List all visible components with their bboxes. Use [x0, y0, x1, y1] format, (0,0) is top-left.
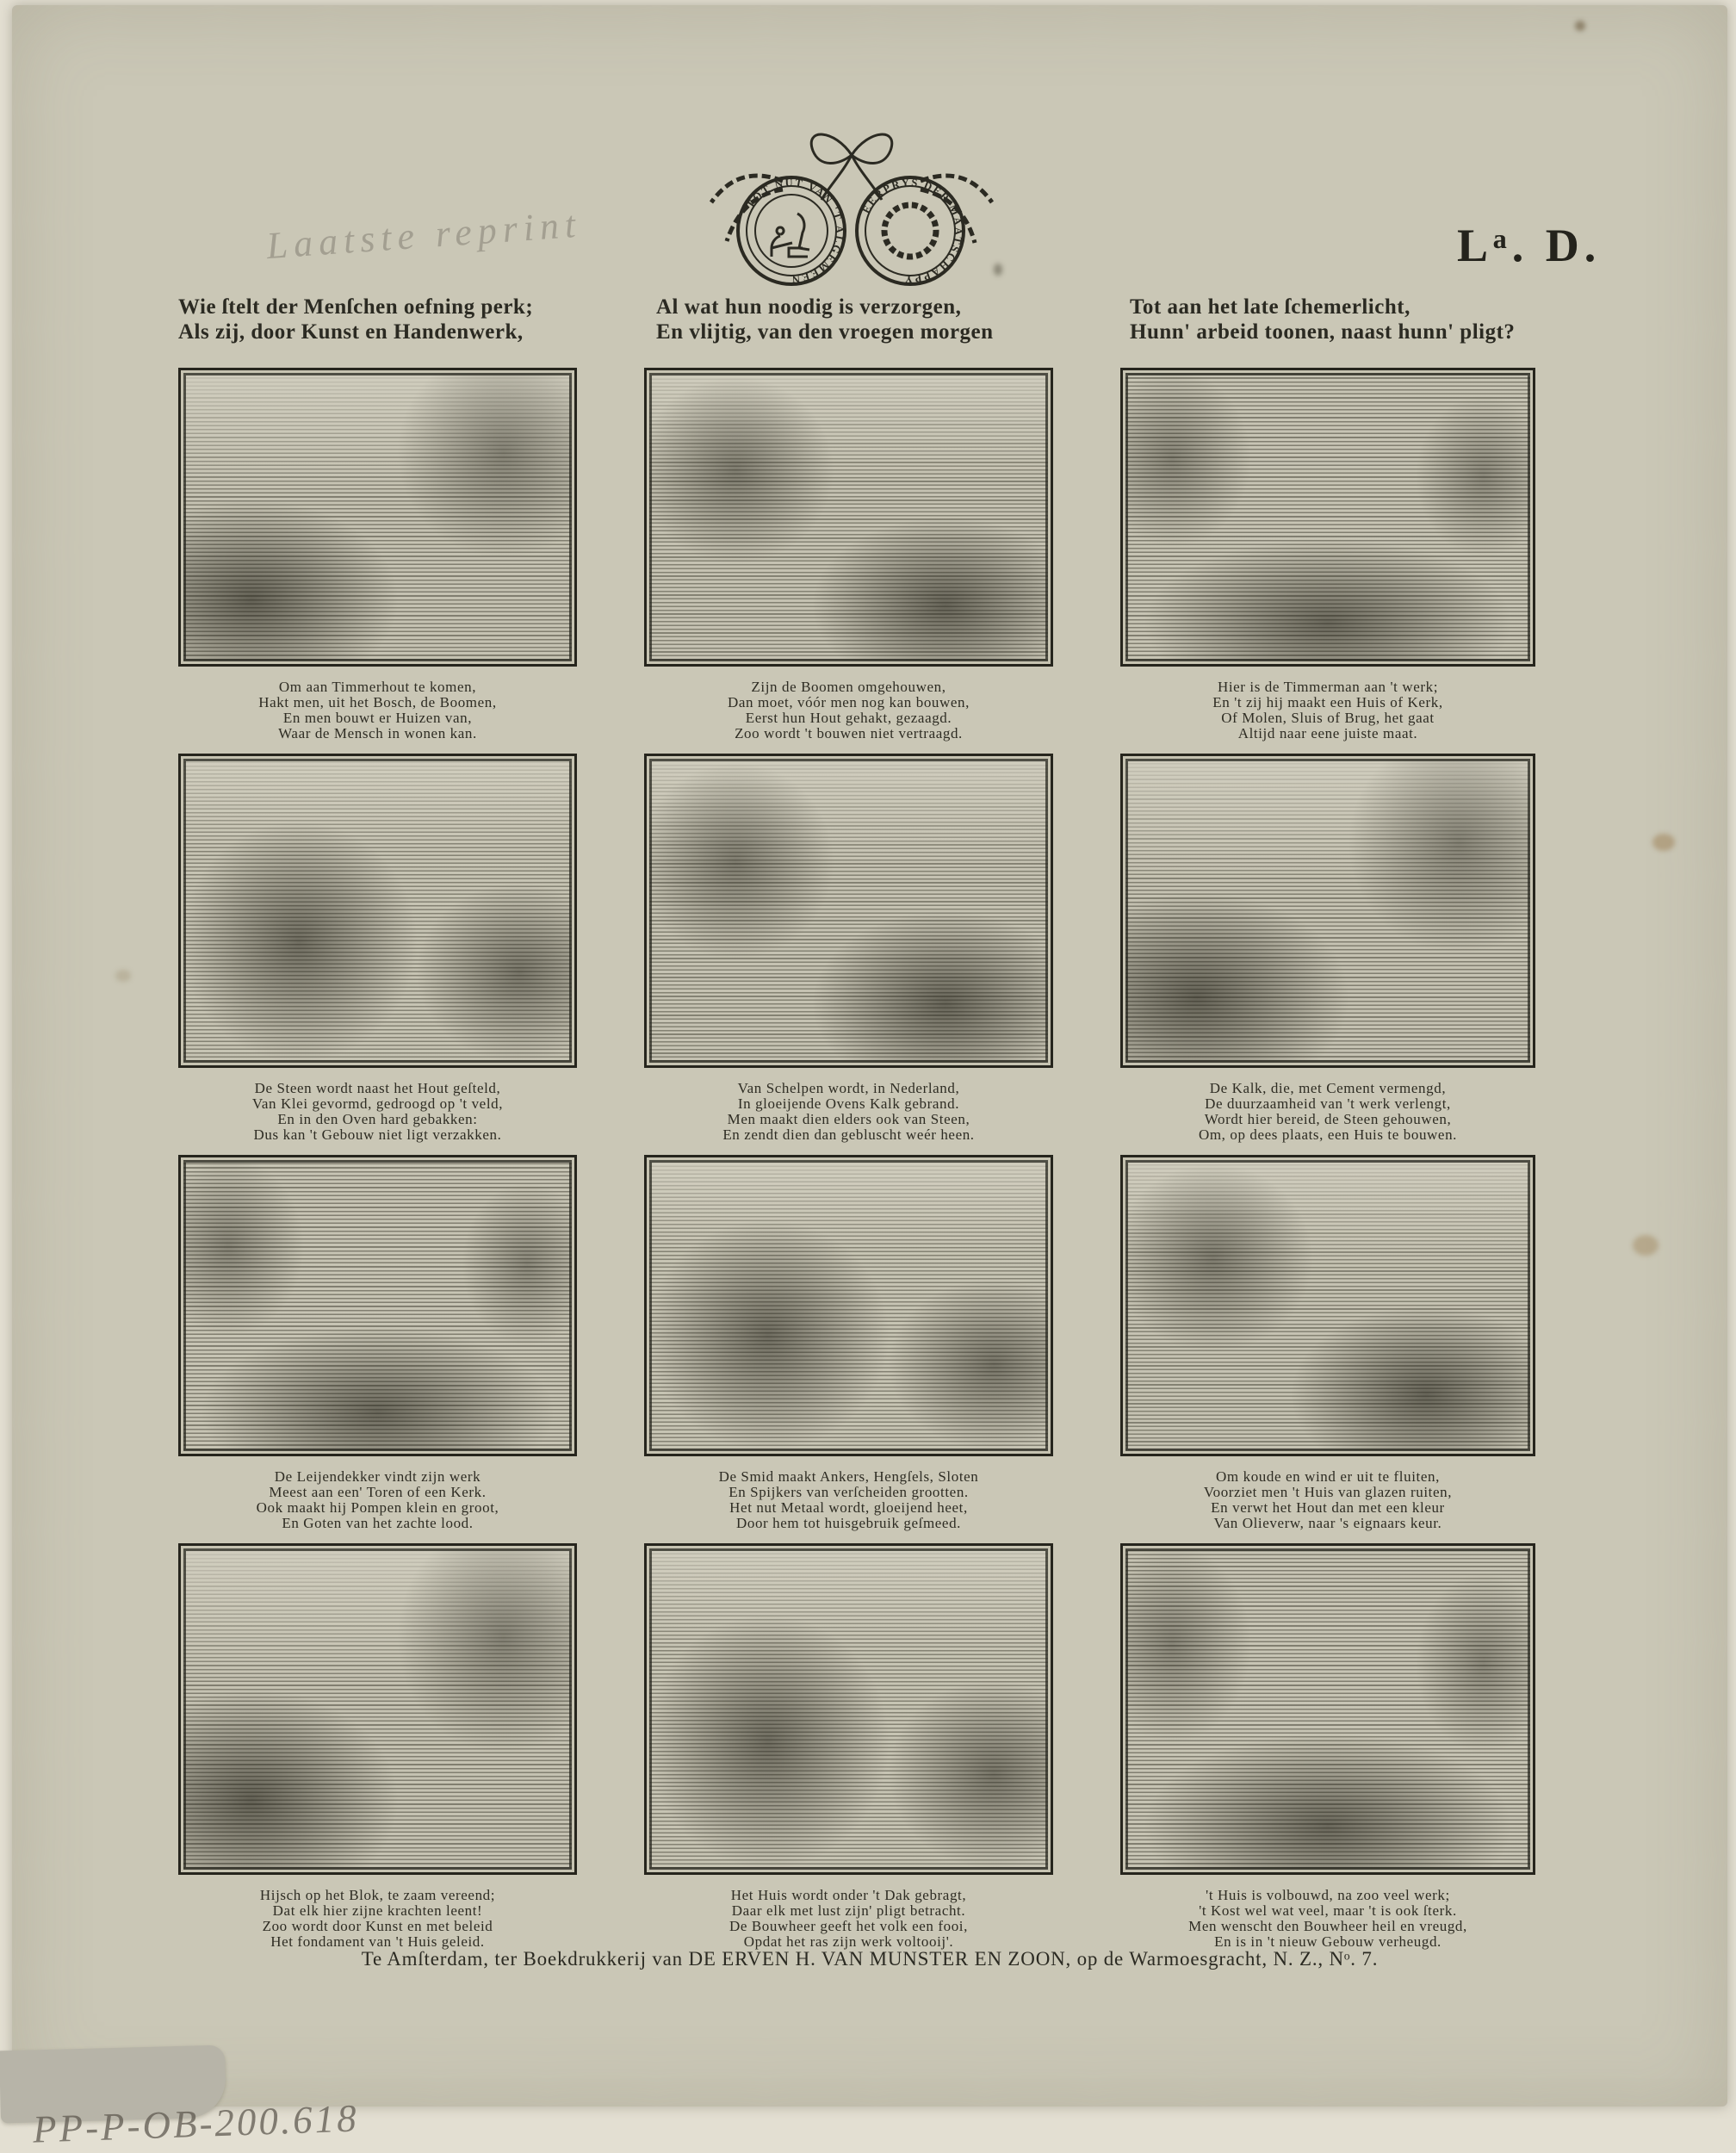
- caption-line: Om aan Timmerhout te komen,: [278, 679, 477, 695]
- printer-imprint: Te Amſterdam, ter Boekdrukkerij van DE ERVEN H. VAN MUNSTER EN ZOON, op de Warmoesgracht, N. Z., Nᵒ. 7.: [361, 1948, 1379, 1970]
- caption-line: Of Molen, Sluis of Brug, het gaat: [1221, 710, 1435, 726]
- woodcut-brickmaking: [178, 754, 577, 1068]
- caption-line: Opdat het ras zijn werk voltooij'.: [743, 1933, 954, 1950]
- header-verse-3: [1130, 295, 1595, 344]
- caption-line: En Spijkers van verſcheiden grootten.: [728, 1484, 969, 1500]
- panel-caption: [1120, 1888, 1535, 1950]
- caption-line: Hier is de Timmerman aan 't werk;: [1217, 679, 1439, 695]
- caption-line: 't Kost wel wat veel, maar 't is ook ſterk.: [1199, 1902, 1457, 1919]
- woodcut-carpenters: [1120, 368, 1535, 667]
- panel-carpenters: [1120, 368, 1535, 741]
- woodcut-sawing-timber: [644, 368, 1053, 667]
- panel-caption: [178, 1469, 577, 1531]
- caption-line: Om, op dees plaats, een Huis te bouwen.: [1198, 1126, 1458, 1143]
- caption-line: In gloeijende Ovens Kalk gebrand.: [737, 1095, 960, 1112]
- society-medallions-emblem: [701, 121, 1002, 297]
- panel-caption: [1120, 1469, 1535, 1531]
- caption-line: En verwt het Hout dan met een kleur: [1211, 1499, 1445, 1516]
- caption-line: En men bouwt er Huizen van,: [282, 710, 473, 726]
- panel-sawing-timber: [644, 368, 1053, 741]
- caption-line: Hakt men, uit het Bosch, de Boomen,: [258, 694, 497, 710]
- caption-line: De Bouwheer geeft het volk een fooi,: [729, 1918, 968, 1934]
- caption-line: Ook maakt hij Pompen klein en groot,: [256, 1499, 499, 1516]
- medal-right-inscription: EERPRYS DER MAATSCHAPPY: [859, 176, 965, 286]
- caption-line: Van Olieverw, naar 's eignaars keur.: [1213, 1515, 1442, 1531]
- panel-glazier: [1120, 1155, 1535, 1531]
- woodcut-glazier-workshop: [1120, 1155, 1535, 1456]
- caption-line: Van Schelpen wordt, in Nederland,: [737, 1080, 960, 1096]
- woodcut-preparing-mortar: [1120, 754, 1535, 1068]
- foxing-spot: [1652, 834, 1675, 851]
- panel-caption: [644, 1469, 1053, 1531]
- caption-line: De Smid maakt Ankers, Hengſels, Sloten: [718, 1468, 979, 1485]
- panel-grid: [178, 368, 1541, 1950]
- caption-line: Waar de Mensch in wonen kan.: [278, 725, 477, 741]
- caption-line: Het Huis wordt onder 't Dak gebragt,: [730, 1887, 967, 1903]
- print-sheet: [12, 5, 1727, 2106]
- panel-caption: [178, 679, 577, 741]
- caption-line: Dan moet, vóór men nog kan bouwen,: [727, 694, 970, 710]
- caption-line: Meest aan een' Toren of een Kerk.: [269, 1484, 487, 1500]
- panel-caption: [644, 679, 1053, 741]
- panel-preparing-mortar: [1120, 754, 1535, 1143]
- caption-line: Van Klei gevormd, gedroogd op 't veld,: [251, 1095, 504, 1112]
- panel-slater-church: [178, 1155, 577, 1531]
- caption-line: En zendt dien dan gebluscht weér heen.: [722, 1126, 975, 1143]
- caption-line: Men maakt dien elders ook van Steen,: [727, 1111, 970, 1127]
- panel-finished-house: [1120, 1543, 1535, 1950]
- verse-line: En vlijtig, van den vroegen morgen: [656, 320, 994, 344]
- header-verse-1: [178, 295, 643, 344]
- caption-line: Hijsch op het Blok, te zaam vereend;: [259, 1887, 496, 1903]
- foxing-spot: [115, 970, 131, 982]
- woodcut-pile-driving: [178, 1543, 577, 1875]
- caption-line: Altijd naar eene juiste maat.: [1237, 725, 1418, 741]
- inner-laurel-wreath: [884, 205, 936, 257]
- woodcut-smithy: [644, 1155, 1053, 1456]
- caption-line: De Steen wordt naast het Hout geſteld,: [254, 1080, 501, 1096]
- caption-line: Dus kan 't Gebouw niet ligt verzakken.: [253, 1126, 502, 1143]
- caption-line: De Kalk, die, met Cement vermengd,: [1209, 1080, 1447, 1096]
- woodcut-lime-kilns-ships: [644, 754, 1053, 1068]
- pencil-accession-number: PP-P-OB-200.618: [32, 2096, 360, 2151]
- caption-line: Zoo wordt 't bouwen niet vertraagd.: [735, 725, 963, 741]
- panel-caption: [178, 1081, 577, 1143]
- foxing-spot: [1633, 1235, 1658, 1256]
- caption-line: Voorziet men 't Huis van glazen ruiten,: [1203, 1484, 1453, 1500]
- caption-line: Daar elk met lust zijn' pligt betracht.: [731, 1902, 966, 1919]
- caption-line: Door hem tot huisgebruik geſmeed.: [735, 1515, 962, 1531]
- verse-line: Wie ſtelt der Menſchen oefning perk;: [178, 295, 534, 319]
- caption-line: Zoo wordt door Kunst en met beleid: [262, 1918, 493, 1934]
- panel-brickmaking: [178, 754, 577, 1143]
- panel-caption: [1120, 1081, 1535, 1143]
- verse-line: Hunn' arbeid toonen, naast hunn' pligt?: [1130, 320, 1516, 344]
- woodcut-roofing-house: [644, 1543, 1053, 1875]
- figure-teaching-child: [772, 214, 809, 257]
- panel-felling-trees: [178, 368, 577, 741]
- panel-caption: [644, 1081, 1053, 1143]
- verse-line: Al wat hun noodig is verzorgen,: [656, 295, 962, 319]
- caption-line: Dat elk hier zijne krachten leent!: [272, 1902, 483, 1919]
- panel-lime-kilns: [644, 754, 1053, 1143]
- caption-line: De Leijendekker vindt zijn werk: [274, 1468, 481, 1485]
- caption-line: 't Huis is volbouwd, na zoo veel werk;: [1206, 1887, 1450, 1903]
- plate-mark: Lᵃ. D.: [1457, 220, 1602, 271]
- panel-caption: [1120, 679, 1535, 741]
- caption-line: En in den Oven hard gebakken:: [277, 1111, 478, 1127]
- woodcut-felling-trees: [178, 368, 577, 667]
- caption-line: En is in 't nieuw Gebouw verheugd.: [1214, 1933, 1442, 1950]
- ink-fleck: [1575, 21, 1585, 31]
- woodcut-finished-house: [1120, 1543, 1535, 1875]
- caption-line: En Goten van het zachte lood.: [282, 1515, 474, 1531]
- verse-line: Als zij, door Kunst en Handenwerk,: [178, 320, 524, 344]
- pencil-annotation-top: Laatste reprint: [264, 202, 583, 268]
- verse-line: Tot aan het late ſchemerlicht,: [1130, 295, 1410, 319]
- caption-line: Zijn de Boomen omgehouwen,: [751, 679, 946, 695]
- caption-line: Eerst hun Hout gehakt, gezaagd.: [745, 710, 952, 726]
- caption-line: Het fondament van 't Huis geleid.: [270, 1933, 485, 1950]
- panel-caption: [644, 1888, 1053, 1950]
- caption-line: Wordt hier bereid, de Steen gehouwen,: [1204, 1111, 1452, 1127]
- caption-line: De duurzaamheid van 't werk verlengt,: [1205, 1095, 1451, 1112]
- caption-line: Men wenscht den Bouwheer heil en vreugd,: [1188, 1918, 1467, 1934]
- caption-line: Het nut Metaal wordt, gloeijend heet,: [729, 1499, 968, 1516]
- medal-left-inscription: TOT NUT VAN 'T ALGEMEEN: [744, 176, 846, 286]
- panel-smithy: [644, 1155, 1053, 1531]
- panel-foundation: [178, 1543, 577, 1950]
- panel-caption: [178, 1888, 577, 1950]
- ink-fleck: [994, 264, 1002, 276]
- panel-roofing: [644, 1543, 1053, 1950]
- header-verse-2: [656, 295, 1121, 344]
- caption-line: Om koude en wind er uit te fluiten,: [1216, 1468, 1440, 1485]
- woodcut-slater-church: [178, 1155, 577, 1456]
- caption-line: En 't zij hij maakt een Huis of Kerk,: [1212, 694, 1443, 710]
